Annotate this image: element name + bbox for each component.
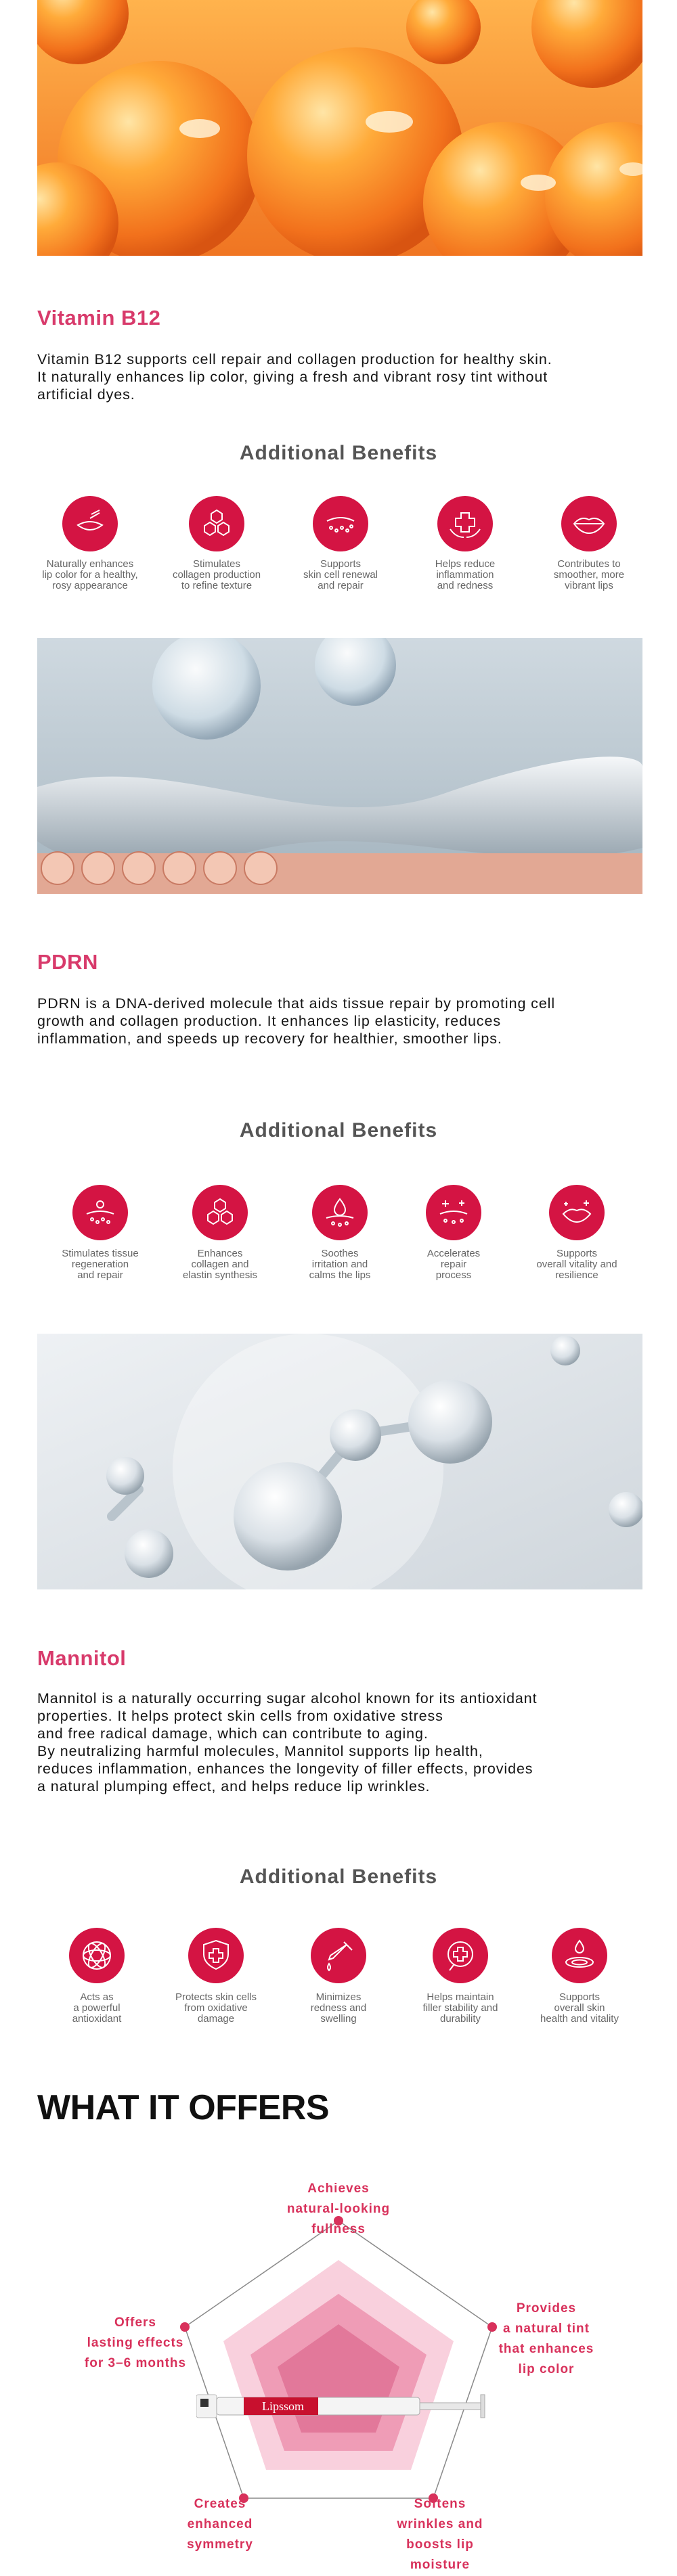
pdrn-description: PDRN is a DNA-derived molecule that aids tissue repair by promoting cell growth and collagen production. It enhances lip elasticity, reduces inflammation, and speeds up recovery for healthier, smoother lips. <box>37 995 556 1047</box>
benefit-caption: Supports overall vitality and resilience <box>536 1248 617 1281</box>
benefit-caption: Minimizes redness and swelling <box>310 1991 367 2025</box>
benefit-caption: Acts as a powerful antioxidant <box>72 1991 122 2025</box>
sparkle-skin-icon <box>426 1185 481 1240</box>
section-title-mannitol: Mannitol <box>37 1646 127 1670</box>
offer-point-right: Provides a natural tint that enhances lip color <box>498 2301 594 2376</box>
sparkle-lips-icon <box>549 1185 605 1240</box>
benefit-caption: Helps maintain filler stability and durability <box>422 1991 498 2025</box>
benefit-caption: Naturally enhances lip color for a healthy, rosy appearance <box>42 558 138 591</box>
benefit-caption: Soothes irritation and calms the lips <box>309 1248 371 1281</box>
antioxidant-icon <box>69 1928 125 1983</box>
offer-point-top: Achieves natural-looking fullness <box>286 2182 391 2236</box>
benefit-caption: Supports overall skin health and vitality <box>540 1991 619 2025</box>
cross-bubble-icon <box>433 1928 488 1983</box>
benefit-caption: Stimulates collagen production to refine texture <box>172 558 261 591</box>
hexagon-cells-icon <box>192 1185 248 1240</box>
mannitol-description: Mannitol is a naturally occurring sugar alcohol known for its antioxidant properties. It helps protect skin cells from oxidative stress and free radical damage, which can contribute to aging. By neutralizing harmful molecules, Mannitol supports lip health, reduces inflammation, enhances the longevity of filler effects, provides a natural plumping effect, and helps reduce lip wrinkles. <box>37 1690 538 1794</box>
orange-spheres-image <box>37 0 642 256</box>
droplet-skin-icon <box>312 1185 368 1240</box>
shield-cross-icon <box>188 1928 244 1983</box>
product-syringe <box>196 2385 494 2426</box>
hexagon-cells-icon <box>189 496 244 551</box>
benefit-caption: Contributes to smoother, more vibrant lips <box>553 558 625 591</box>
molecule-bubbles-image <box>37 1334 642 1589</box>
hands-cross-icon <box>437 496 493 551</box>
tissue-regeneration-icon <box>72 1185 128 1240</box>
section-title-vitamin-b12: Vitamin B12 <box>37 306 161 330</box>
benefit-caption: Supports skin cell renewal and repair <box>303 558 378 591</box>
dropper-icon <box>311 1928 366 1983</box>
water-ripple-icon <box>552 1928 607 1983</box>
vitamin-b12-description: Vitamin B12 supports cell repair and collagen production for healthy skin. It naturally enhances lip color, giving a fresh and vibrant rosy tint without artificial dyes. <box>37 351 552 403</box>
benefit-caption: Protects skin cells from oxidative damage <box>175 1991 257 2025</box>
skin-renewal-icon <box>313 496 368 551</box>
section-title-pdrn: PDRN <box>37 950 98 974</box>
product-brand-label: Lipssom <box>261 2399 304 2413</box>
benefits-heading: Additional Benefits <box>239 1119 438 1142</box>
lips-icon <box>561 496 617 551</box>
benefit-caption: Enhances collagen and elastin synthesis <box>182 1248 258 1281</box>
benefits-pentagon-diagram <box>162 2213 515 2504</box>
benefit-caption: Stimulates tissue regeneration and repair <box>62 1248 139 1281</box>
benefits-heading: Additional Benefits <box>239 1866 438 1888</box>
benefit-caption: Accelerates repair process <box>427 1248 481 1281</box>
lip-color-icon <box>62 496 118 551</box>
benefit-caption: Helps reduce inflammation and redness <box>435 558 496 591</box>
what-it-offers-heading: WHAT IT OFFERS <box>37 2088 330 2127</box>
offer-point-bottom-left: Creates enhanced symmetry <box>187 2497 253 2552</box>
benefits-heading: Additional Benefits <box>239 442 438 464</box>
silver-wave-image <box>37 638 642 894</box>
offer-point-bottom-right: Softens wrinkles and boosts lip moisture <box>397 2497 483 2572</box>
offer-point-left: Offers lasting effects for 3–6 months <box>84 2315 187 2370</box>
